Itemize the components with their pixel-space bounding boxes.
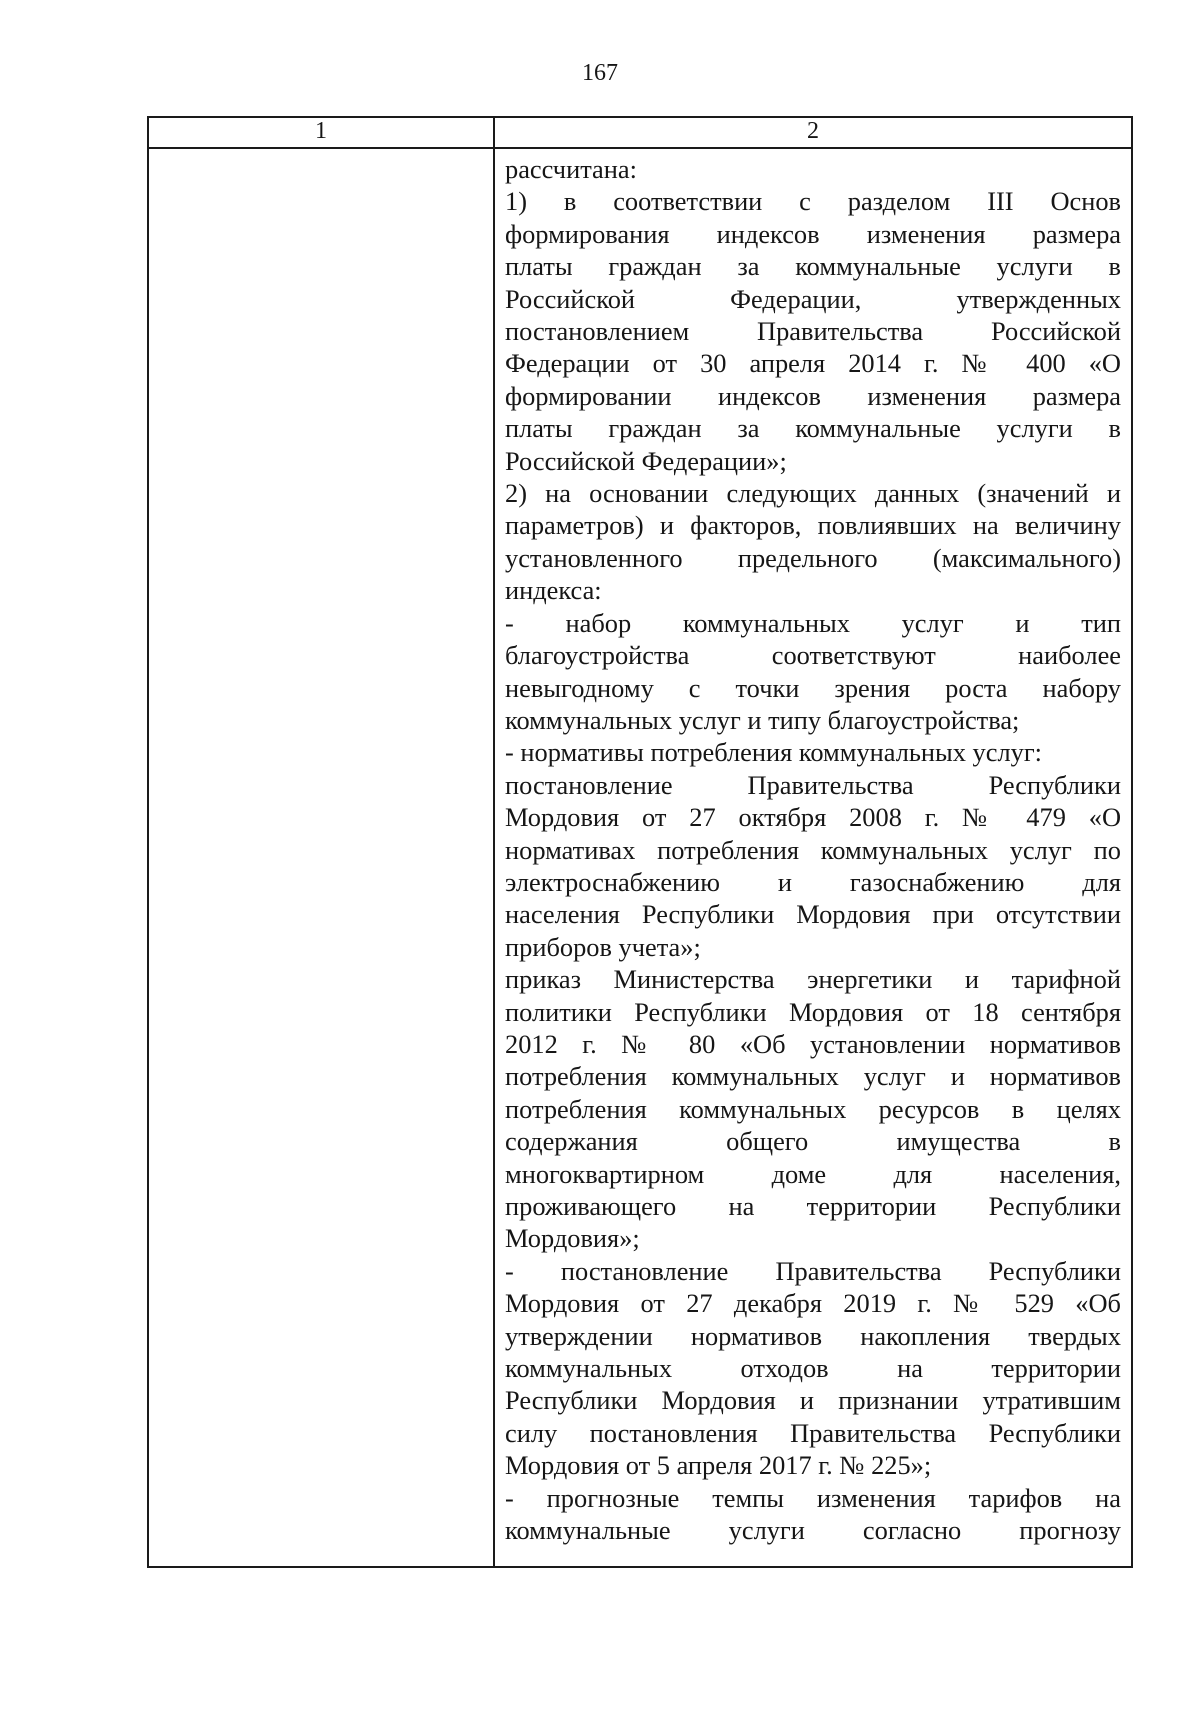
text-line: постановление Правительства Республики xyxy=(505,769,1121,800)
text-line: нормативах потребления коммунальных услуг по xyxy=(505,834,1121,865)
text-line: многоквартирном доме для населения, xyxy=(505,1158,1121,1189)
text-line: Мордовия от 5 апреля 2017 г. № 225»; xyxy=(505,1450,932,1481)
text-line: формирования индексов изменения размера xyxy=(505,218,1121,249)
text-line: Российской Федерации, утвержденных xyxy=(505,283,1121,314)
column-2-cell xyxy=(494,148,1132,1567)
text-line: приказ Министерства энергетики и тарифной xyxy=(505,964,1121,995)
text-line: благоустройства соответствуют наиболее xyxy=(505,640,1121,671)
text-line: 2) на основании следующих данных (значений и xyxy=(505,478,1121,509)
text-line: приборов учета»; xyxy=(505,931,701,962)
table-row xyxy=(148,148,1132,1567)
text-line: - постановление Правительства Республики xyxy=(505,1255,1121,1286)
text-line: коммунальные услуги согласно прогнозу xyxy=(505,1515,1121,1546)
text-line: параметров) и факторов, повлиявших на величину xyxy=(505,510,1121,541)
text-line: установленного предельного (максимального) xyxy=(505,542,1121,573)
text-line: невыгодному с точки зрения роста набору xyxy=(505,672,1121,703)
column-1-header: 1 xyxy=(148,117,494,148)
text-line: утверждении нормативов накопления твердых xyxy=(505,1320,1121,1351)
text-line: Российской Федерации»; xyxy=(505,445,787,476)
column-2-header: 2 xyxy=(494,117,1132,148)
text-line: рассчитана: xyxy=(505,154,637,184)
text-line: постановлением Правительства Российской xyxy=(505,316,1121,347)
text-line: формировании индексов изменения размера xyxy=(505,380,1121,411)
text-line: коммунальных отходов на территории xyxy=(505,1353,1121,1384)
text-line: - набор коммунальных услуг и тип xyxy=(505,607,1121,638)
text-line: 1) в соответствии с разделом III Основ xyxy=(505,186,1121,217)
document-table xyxy=(147,116,1133,1568)
table-header-row xyxy=(148,117,1132,148)
text-line: потребления коммунальных услуг и нормативов xyxy=(505,1061,1121,1092)
text-line: Мордовия от 27 декабря 2019 г. № 529 «Об xyxy=(505,1288,1121,1319)
text-line: платы граждан за коммунальные услуги в xyxy=(505,413,1121,444)
column-1-cell xyxy=(148,148,494,1567)
text-line: - нормативы потребления коммунальных услуг: xyxy=(505,737,1042,768)
text-line: Федерации от 30 апреля 2014 г. № 400 «О xyxy=(505,348,1121,379)
text-line: силу постановления Правительства Республики xyxy=(505,1417,1121,1448)
text-line: коммунальных услуг и типу благоустройства; xyxy=(505,704,1020,735)
text-line: 2012 г. № 80 «Об установлении нормативов xyxy=(505,1028,1121,1059)
text-line: Мордовия от 27 октября 2008 г. № 479 «О xyxy=(505,802,1121,833)
text-line: Республики Мордовия и признании утратившим xyxy=(505,1385,1121,1416)
text-line: Мордовия»; xyxy=(505,1223,640,1254)
text-line: платы граждан за коммунальные услуги в xyxy=(505,251,1121,282)
text-line: политики Республики Мордовия от 18 сентября xyxy=(505,996,1121,1027)
text-line: - прогнозные темпы изменения тарифов на xyxy=(505,1482,1121,1513)
text-line: потребления коммунальных ресурсов в целях xyxy=(505,1093,1121,1124)
column-2-text-block xyxy=(495,149,1131,1546)
text-line: электроснабжению и газоснабжению для xyxy=(505,866,1121,897)
text-line: проживающего на территории Республики xyxy=(505,1191,1121,1221)
text-line: содержания общего имущества в xyxy=(505,1126,1121,1157)
page-number: 167 xyxy=(582,60,618,86)
text-line: населения Республики Мордовия при отсутствии xyxy=(505,899,1121,930)
text-line: индекса: xyxy=(505,575,602,606)
